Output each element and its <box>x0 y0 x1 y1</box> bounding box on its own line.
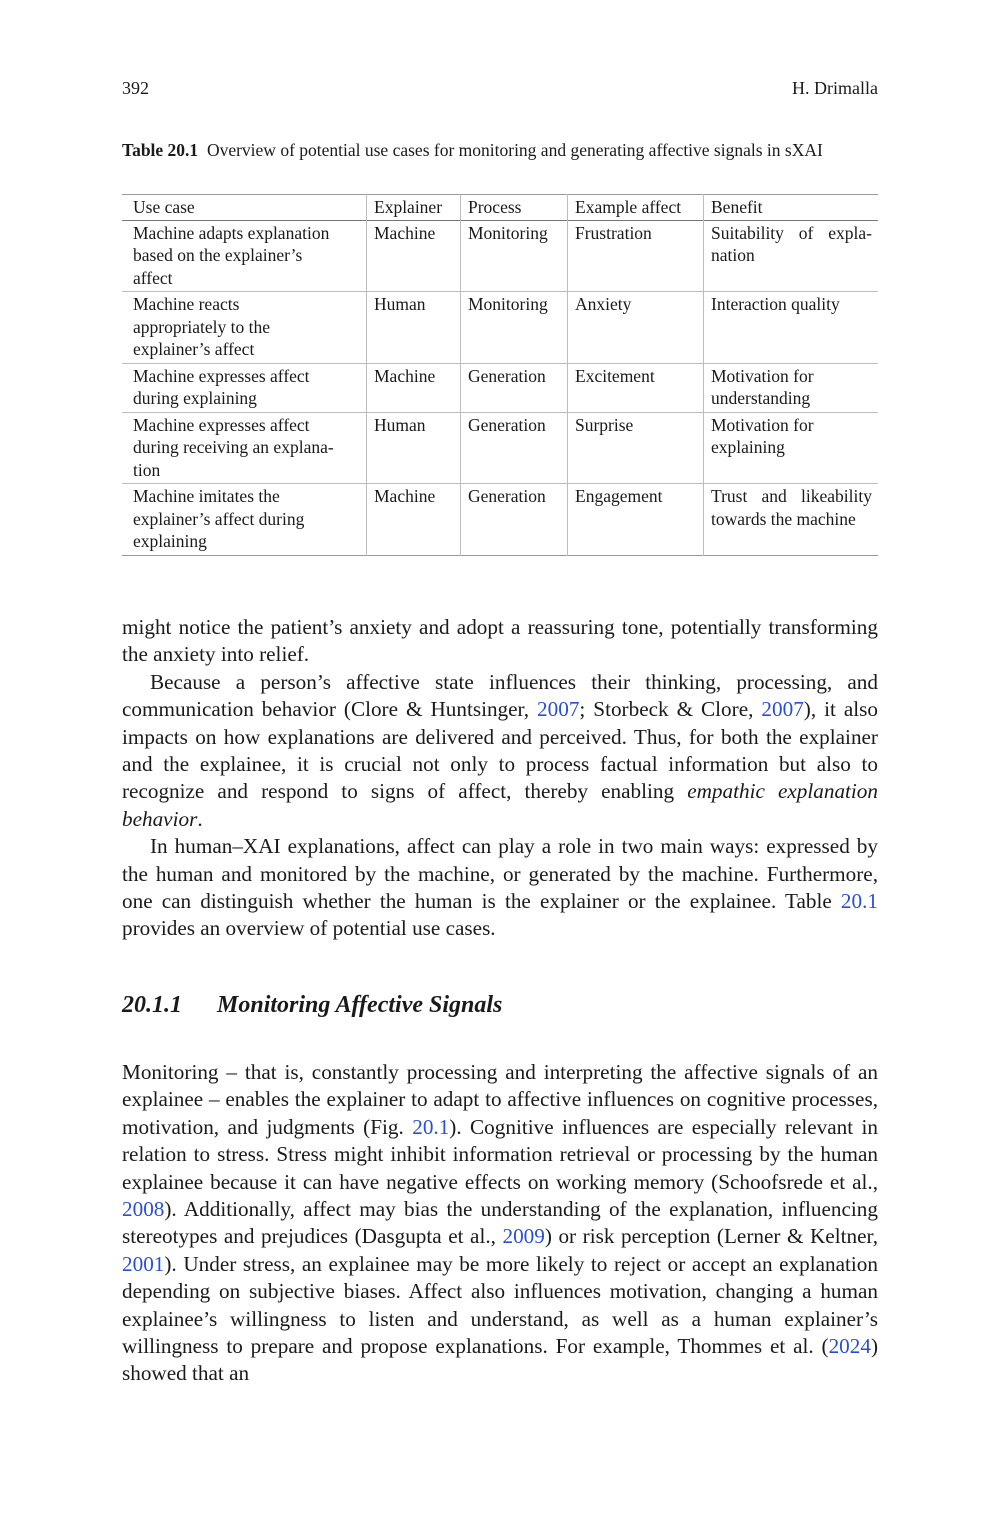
paragraph: might notice the patient’s anxiety and adopt a reassuring tone, potentially transforming the anxiety into relief. <box>122 615 878 667</box>
body-text-lower <box>122 1059 878 1388</box>
citation-link[interactable]: 2009 <box>502 1224 545 1249</box>
cell-explainer: Human <box>367 412 461 484</box>
use-case-table <box>122 194 878 556</box>
paragraph <box>122 1059 878 1388</box>
cell-line: during explaining <box>133 388 257 408</box>
cell-process: Generation <box>461 412 568 484</box>
cell-line: Machine expresses affect <box>133 414 310 435</box>
cell-line: Motivation for <box>711 414 814 435</box>
cell-example-affect: Excitement <box>568 363 704 412</box>
cell-line: understanding <box>711 388 811 408</box>
section-number: 20.1.1 <box>122 992 182 1018</box>
page-number: 392 <box>122 78 149 98</box>
col-header-example-affect: Example affect <box>568 195 704 221</box>
citation-link[interactable]: 2024 <box>828 1334 871 1359</box>
text-run: ), it also impacts on how explanations are delivered and perceived. Thus, for both the explainer and the explainee, it is crucial not only to process factual information but also to recognize and respond to signs of affect, thereby enabling <box>122 697 878 804</box>
cell-example-affect: Frustration <box>568 220 704 292</box>
text-run: ). Cognitive influences are especially relevant in relation to stress. Stress might inhibit information retrieval or processing by the human explainee because it can have negative effects on working memory (Schoofsrede et al., <box>122 1114 878 1194</box>
cell-line: explainer’s affect <box>133 339 255 359</box>
col-header-benefit: Benefit <box>704 195 879 221</box>
cell-example-affect: Anxiety <box>568 292 704 364</box>
cell-use-case <box>122 220 367 292</box>
col-header-process: Process <box>461 195 568 221</box>
table-header-row <box>122 195 878 221</box>
cell-benefit <box>704 292 879 364</box>
col-header-explainer: Explainer <box>367 195 461 221</box>
cell-explainer: Machine <box>367 220 461 292</box>
text-run: Monitoring – that is, constantly processing and interpreting the affective signals of an explainee – enables the explainer to adapt to affective influences on cognitive processes, motivation, and judgments (Fig. <box>122 1060 878 1139</box>
cell-benefit <box>704 220 879 292</box>
emphasis-text: empathic explanation behavior <box>122 779 878 831</box>
citation-link[interactable]: 2008 <box>122 1197 165 1222</box>
cell-line: Machine adapts explanation <box>133 222 330 243</box>
running-author: H. Drimalla <box>792 78 878 98</box>
cell-line: explainer’s affect during <box>133 508 305 529</box>
cell-use-case <box>122 412 367 484</box>
table-row <box>122 292 878 364</box>
table-caption-label: Table 20.1 <box>122 140 199 160</box>
cell-example-affect: Engagement <box>568 484 704 556</box>
cell-use-case <box>122 292 367 364</box>
figure-reference-link[interactable]: 20.1 <box>412 1114 450 1139</box>
text-run: ) or risk perception (Lerner & Keltner, <box>544 1224 878 1249</box>
citation-link[interactable]: 2001 <box>122 1251 165 1276</box>
cell-line: Machine imitates the <box>133 486 280 506</box>
table-reference-link[interactable]: 20.1 <box>840 889 878 914</box>
text-run: Because a person’s affective state influences their thinking, processing, and communication behavior (Clore & Huntsinger, <box>122 669 878 722</box>
cell-benefit <box>704 363 879 412</box>
cell-line: based on the explainer’s <box>133 245 303 265</box>
cell-example-affect: Surprise <box>568 412 704 484</box>
cell-line: Trust and likeability <box>711 486 872 506</box>
text-run: ; Storbeck & Clore, <box>579 697 762 722</box>
cell-process: Generation <box>461 363 568 412</box>
section-heading <box>122 992 878 1019</box>
citation-link[interactable]: 2007 <box>537 697 580 722</box>
cell-line: Interaction quality <box>711 294 840 314</box>
text-run: ). Under stress, an explainee may be more likely to reject or accept an explanation depending on subjective biases. Affect also influences motivation, changing a human explainee’s willingness to listen and understand, as well as a human explainer’s willingness to prepare and propose explanations. For example, Thommes et al. ( <box>122 1251 878 1359</box>
cell-line: explaining <box>133 531 207 551</box>
paragraph <box>122 669 878 833</box>
cell-process: Monitoring <box>461 292 568 364</box>
cell-line: Machine expresses affect <box>133 365 310 386</box>
cell-line: explaining <box>711 437 785 457</box>
text-run: . <box>197 806 203 831</box>
cell-line: affect <box>133 267 173 288</box>
cell-process: Monitoring <box>461 220 568 292</box>
cell-benefit <box>704 412 879 484</box>
table-row <box>122 484 878 556</box>
section-title: Monitoring Affective Signals <box>217 992 503 1018</box>
cell-line: tion <box>133 459 161 480</box>
cell-line: Motivation for <box>711 365 814 386</box>
cell-line: Machine reacts <box>133 294 240 314</box>
cell-benefit <box>704 484 879 556</box>
cell-line: during receiving an explana- <box>133 437 334 457</box>
cell-line: nation <box>711 245 755 265</box>
table-caption <box>122 139 878 161</box>
table-row <box>122 412 878 484</box>
cell-use-case <box>122 363 367 412</box>
cell-line: appropriately to the <box>133 316 271 337</box>
table-row <box>122 363 878 412</box>
text-run: In human–XAI explanations, affect can play a role in two main ways: expressed by the human and monitored by the machine, or generated by the machine. Furthermore, one can distinguish whether the human is the explainer or the explainee. Table <box>122 834 878 914</box>
table-row <box>122 220 878 292</box>
text-run: provides an overview of potential use cases. <box>122 916 496 941</box>
cell-line: Suitability of expla- <box>711 222 872 243</box>
cell-line: towards the machine <box>711 508 856 529</box>
paragraph <box>122 833 878 943</box>
cell-explainer: Machine <box>367 363 461 412</box>
citation-link[interactable]: 2007 <box>761 697 804 722</box>
cell-use-case <box>122 484 367 556</box>
cell-process: Generation <box>461 484 568 556</box>
col-header-use-case: Use case <box>133 197 195 217</box>
text-run: ). Additionally, affect may bias the understanding of the explanation, influencing stereotypes and prejudices (Dasgupta et al., <box>122 1197 878 1249</box>
running-head <box>122 78 878 104</box>
cell-explainer: Human <box>367 292 461 364</box>
text-run: ) showed that an <box>122 1334 878 1386</box>
cell-explainer: Machine <box>367 484 461 556</box>
table-caption-text: Overview of potential use cases for monitoring and generating affective signals in sXAI <box>206 140 823 160</box>
body-text-upper <box>122 614 878 943</box>
